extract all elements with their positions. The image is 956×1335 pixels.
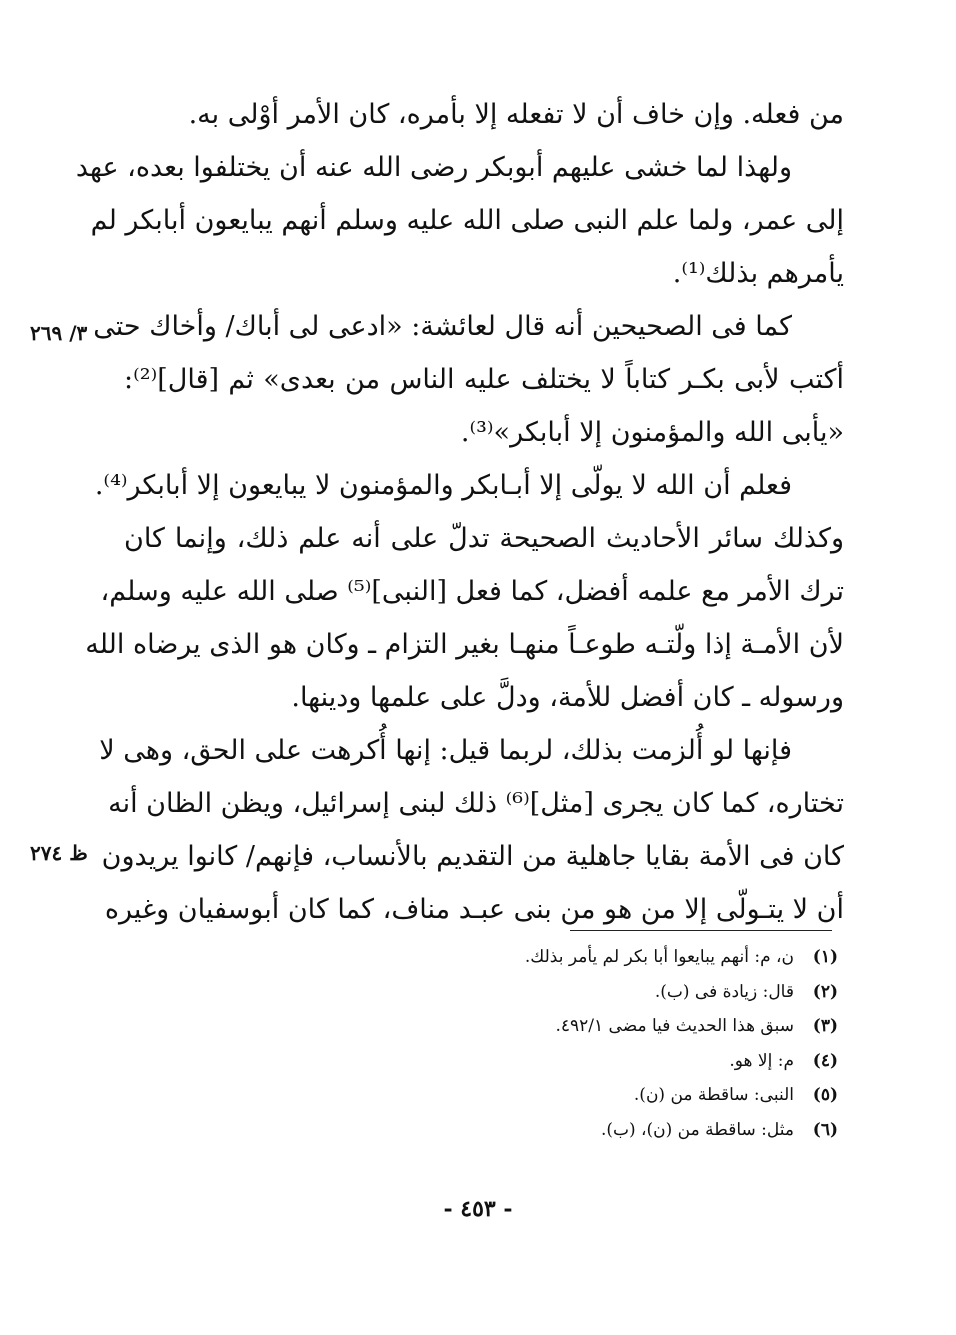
main-text-block (75, 88, 844, 936)
text-line: كان فى الأمة بقايا جاهلية من التقديم بالأنساب، فإنهم/ كانوا يريدون (101, 841, 844, 872)
footnote (300, 975, 838, 1010)
footnote-divider (570, 930, 832, 931)
footnotes-block (300, 940, 838, 1147)
page-number: - ٤٥٣ - (443, 1196, 513, 1222)
text-line: تختاره، كما كان يجرى [مثل]⁽⁶⁾ ذلك لبنى إسرائيل، ويظن الظان أنه (108, 788, 844, 819)
footnote-text: سبق هذا الحديث فيا مضى ٤٩٢/١. (555, 1016, 794, 1036)
text-line: «يأبى الله والمؤمنون إلا أبابكر»⁽³⁾. (460, 417, 844, 448)
footnote-number: (١) (812, 947, 838, 967)
footnote-number: (٤) (812, 1050, 838, 1071)
text-line: وكذلك سائر الأحاديث الصحيحة تدلّ على أنه علم ذلك، وإنما كان (124, 523, 844, 554)
footnote-text: قال: زيادة فى (ب). (654, 981, 794, 1002)
text-line: أن لا يتـولّى إلا من هو من بنى عبـد مناف، كما كان أبوسفيان وغيره (104, 894, 844, 925)
text-line: يأمرهم بذلك⁽¹⁾. (672, 258, 844, 289)
footnote (300, 1078, 838, 1113)
text-line: أكتب لأبى بكـر كتاباً لا يختلف عليه الناس من بعدى» ثم [قال]⁽²⁾: (124, 364, 844, 395)
text-line: فعلم أن الله لا يولّى إلا أبـابكر والمؤمنون لا يبايعون إلا أبابكر⁽⁴⁾. (94, 470, 792, 501)
footnote-text: النبى: ساقطة من (ن). (633, 1085, 794, 1105)
margin-reference: ظ ٢٧٤ (30, 841, 88, 865)
footnote-text: مثل: ساقطة من (ن)، (ب). (600, 1119, 794, 1140)
text-line: ترك الأمر مع علمه أفضل، كما فعل [النبى]⁽⁵⁾ صلى الله عليه وسلم، (100, 576, 844, 607)
footnote (300, 1009, 838, 1044)
footnote (300, 1113, 838, 1148)
text-line: كما فى الصحيحين أنه قال لعائشة: «ادعى لى أباك/ وأخاك حتى (93, 311, 792, 342)
text-line: فإنها لو أُلزمت بذلك، لربما قيل: إنها أُكرهت على الحق، وهى لا (99, 735, 792, 766)
footnote-number: (٦) (812, 1119, 838, 1140)
footnote-number: (٢) (812, 981, 838, 1002)
text-line: إلى عمر، ولما علم النبى صلى الله عليه وسلم أنهم يبايعون أبابكر لم (90, 205, 844, 236)
text-line: لأن الأمـة إذا ولّتـه طوعـاً منهـا بغير التزام ـ وكان هو الذى يرضاه الله (85, 629, 844, 660)
footnote-text: ن، م: أنهم يبايعوا أبا بكر لم يأمر بذلك. (524, 947, 794, 967)
text-line: من فعله. وإن خاف أن لا تفعله إلا بأمره، كان الأمر أوْلى به. (188, 99, 844, 130)
footnote (300, 1044, 838, 1079)
text-line: ولهذا لما خشى عليهم أبوبكر رضى الله عنه أن يختلفوا بعده، عهد (75, 152, 792, 183)
footnote-text: م: إلا هو. (729, 1050, 794, 1071)
footnote (300, 940, 838, 975)
text-line: ورسوله ـ كان أفضل للأمة، ودلَّ على علمها ودينها. (291, 682, 844, 713)
footnote-number: (٣) (812, 1016, 838, 1036)
footnote-number: (٥) (812, 1085, 838, 1105)
margin-reference: ٣/ ٢٦٩ (30, 321, 88, 345)
